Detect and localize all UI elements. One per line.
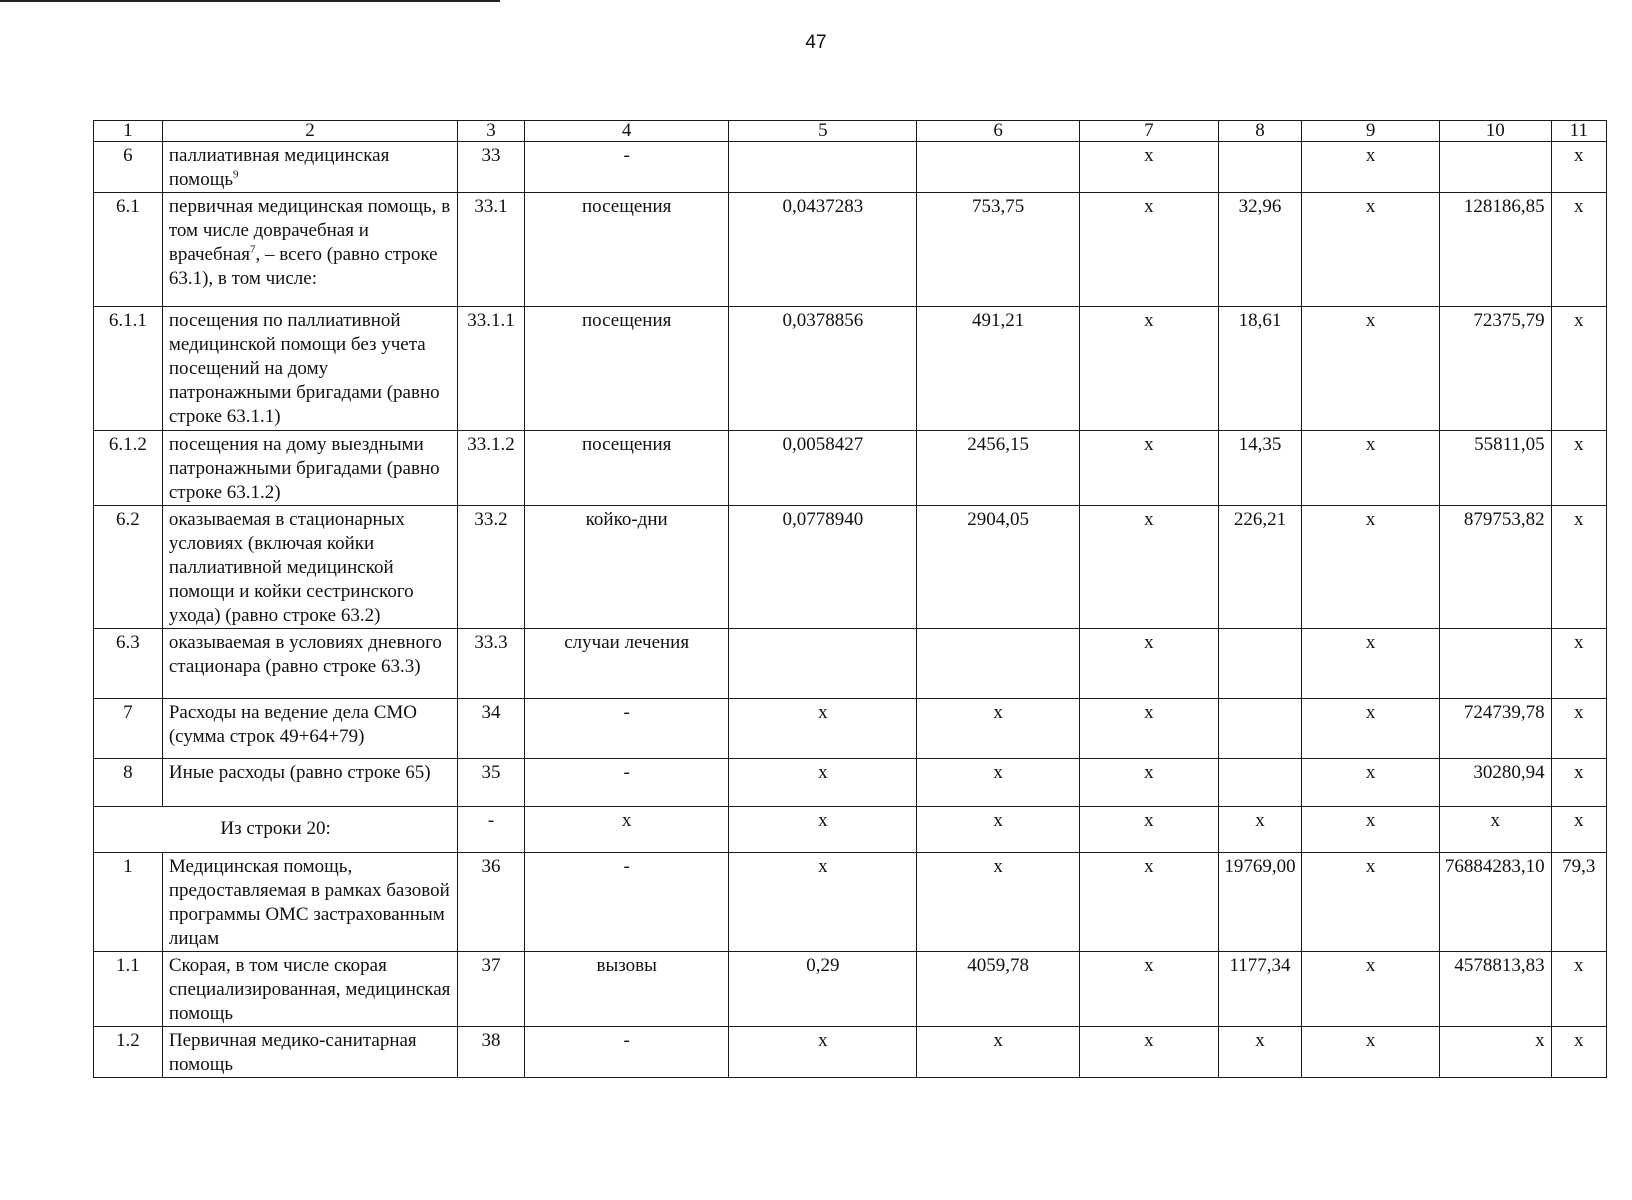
line-code: 33.1 (458, 193, 525, 307)
value-cell: 226,21 (1218, 506, 1301, 629)
value-cell: х (729, 807, 917, 853)
table-row (94, 506, 1607, 629)
unit-cell: вызовы (524, 952, 729, 1027)
row-number: 1.2 (94, 1027, 163, 1078)
unit-cell: - (524, 1027, 729, 1078)
value-cell: 2904,05 (917, 506, 1080, 629)
header-row (94, 121, 1607, 142)
value-cell: х (1080, 506, 1219, 629)
unit-cell: - (524, 142, 729, 193)
header-cell: 6 (917, 121, 1080, 142)
line-code: 35 (458, 759, 525, 807)
row-number: 6.1 (94, 193, 163, 307)
value-cell: х (729, 853, 917, 952)
row-description: оказываемая в условиях дневного стационара (равно строке 63.3) (162, 629, 457, 699)
row-description: Расходы на ведение дела СМО (сумма строк 49+64+79) (162, 699, 457, 759)
table-row (94, 759, 1607, 807)
row-number: 6.1.1 (94, 307, 163, 431)
table-row (94, 699, 1607, 759)
header-cell: 10 (1439, 121, 1551, 142)
description-text: первичная медицинская помощь, в том числе доврачебная и врачебная (168, 196, 451, 265)
unit-cell: случаи лечения (524, 629, 729, 699)
value-cell: х (1551, 759, 1606, 807)
row-description (162, 142, 457, 193)
value-cell: 879753,82 (1439, 506, 1551, 629)
value-cell: х (917, 699, 1080, 759)
value-cell (1439, 629, 1551, 699)
value-cell (1218, 759, 1301, 807)
value-cell: 32,96 (1218, 193, 1301, 307)
value-cell: 55811,05 (1439, 431, 1551, 506)
row-number: 6.3 (94, 629, 163, 699)
table-row (94, 431, 1607, 506)
line-code: 37 (458, 952, 525, 1027)
header-cell: 8 (1218, 121, 1301, 142)
value-cell: 14,35 (1218, 431, 1301, 506)
value-cell: х (1439, 1027, 1551, 1078)
value-cell (729, 629, 917, 699)
value-cell: х (1080, 952, 1219, 1027)
value-cell: 76884283,10 (1439, 853, 1551, 952)
row-description: Иные расходы (равно строке 65) (162, 759, 457, 807)
value-cell (1218, 629, 1301, 699)
line-code: 33.3 (458, 629, 525, 699)
value-cell: х (1080, 629, 1219, 699)
value-cell: х (1551, 142, 1606, 193)
value-cell: х (1551, 807, 1606, 853)
header-cell: 1 (94, 121, 163, 142)
value-cell: х (1302, 759, 1440, 807)
value-cell: х (1080, 193, 1219, 307)
value-cell: х (1302, 952, 1440, 1027)
value-cell (729, 142, 917, 193)
value-cell: х (1551, 307, 1606, 431)
row-number: 8 (94, 759, 163, 807)
row-number: 6.2 (94, 506, 163, 629)
header-cell: 9 (1302, 121, 1440, 142)
value-cell: х (917, 853, 1080, 952)
table-row (94, 629, 1607, 699)
row-description: Первичная медико-санитарная помощь (162, 1027, 457, 1078)
table-row (94, 307, 1607, 431)
row-description: посещения на дому выездными патронажными бригадами (равно строке 63.1.2) (162, 431, 457, 506)
table-row (94, 1027, 1607, 1078)
value-cell: 72375,79 (1439, 307, 1551, 431)
header-cell: 2 (162, 121, 457, 142)
data-table (93, 120, 1607, 1078)
value-cell: х (729, 759, 917, 807)
value-cell: х (1302, 431, 1440, 506)
value-cell: х (1439, 807, 1551, 853)
row-number: 6.1.2 (94, 431, 163, 506)
header-cell: 3 (458, 121, 525, 142)
unit-cell: посещения (524, 307, 729, 431)
value-cell: х (917, 759, 1080, 807)
value-cell: 1177,34 (1218, 952, 1301, 1027)
value-cell: х (1218, 807, 1301, 853)
value-cell: х (524, 807, 729, 853)
unit-cell: - (524, 853, 729, 952)
value-cell: х (1551, 629, 1606, 699)
value-cell: 0,0058427 (729, 431, 917, 506)
value-cell: х (1551, 952, 1606, 1027)
value-cell: 4059,78 (917, 952, 1080, 1027)
value-cell: х (1302, 807, 1440, 853)
row-number: 7 (94, 699, 163, 759)
line-code: 33.2 (458, 506, 525, 629)
value-cell (917, 629, 1080, 699)
unit-cell: - (524, 759, 729, 807)
unit-cell: посещения (524, 431, 729, 506)
row-number: 1 (94, 853, 163, 952)
description-text-tail: , – всего (равно строке 63.1), в том числе: (168, 244, 438, 289)
value-cell: х (1302, 629, 1440, 699)
description-text: паллиативная медицинская помощь (168, 145, 390, 190)
line-code: 38 (458, 1027, 525, 1078)
top-rule (0, 0, 500, 2)
header-cell: 5 (729, 121, 917, 142)
value-cell: 4578813,83 (1439, 952, 1551, 1027)
value-cell: 0,0378856 (729, 307, 917, 431)
table-row (94, 952, 1607, 1027)
line-code: 33.1.1 (458, 307, 525, 431)
section-row (94, 807, 1607, 853)
section-label: Из строки 20: (94, 807, 458, 853)
value-cell: 0,29 (729, 952, 917, 1027)
value-cell (1218, 699, 1301, 759)
row-description: посещения по паллиативной медицинской помощи без учета посещений на дому патронажными бригадами (равно строке 63.1.1) (162, 307, 457, 431)
value-cell: х (1302, 142, 1440, 193)
value-cell: х (1080, 699, 1219, 759)
value-cell: 30280,94 (1439, 759, 1551, 807)
line-code: 33 (458, 142, 525, 193)
value-cell: 2456,15 (917, 431, 1080, 506)
value-cell: х (1080, 1027, 1219, 1078)
value-cell: х (1080, 807, 1219, 853)
header-cell: 4 (524, 121, 729, 142)
line-code: 33.1.2 (458, 431, 525, 506)
unit-cell: - (524, 699, 729, 759)
value-cell: х (1218, 1027, 1301, 1078)
value-cell: х (1302, 853, 1440, 952)
table-row (94, 853, 1607, 952)
unit-cell: койко-дни (524, 506, 729, 629)
value-cell: 18,61 (1218, 307, 1301, 431)
value-cell: х (1551, 1027, 1606, 1078)
value-cell: 0,0437283 (729, 193, 917, 307)
unit-cell: посещения (524, 193, 729, 307)
value-cell: х (1302, 307, 1440, 431)
value-cell: 753,75 (917, 193, 1080, 307)
value-cell: х (917, 807, 1080, 853)
value-cell: х (1080, 142, 1219, 193)
value-cell: 128186,85 (1439, 193, 1551, 307)
row-description: оказываемая в стационарных условиях (включая койки паллиативной медицинской помощи и койки сестринского ухода) (равно строке 63.2) (162, 506, 457, 629)
table-row (94, 142, 1607, 193)
footnote-mark: 9 (232, 168, 239, 181)
row-number: 1.1 (94, 952, 163, 1027)
value-cell: 79,3 (1551, 853, 1606, 952)
value-cell: х (729, 1027, 917, 1078)
value-cell: х (1551, 506, 1606, 629)
row-number: 6 (94, 142, 163, 193)
value-cell: х (1302, 506, 1440, 629)
value-cell: х (1551, 193, 1606, 307)
row-description: Скорая, в том числе скорая специализированная, медицинская помощь (162, 952, 457, 1027)
row-description: Медицинская помощь, предоставляемая в рамках базовой программы ОМС застрахованным лицам (162, 853, 457, 952)
value-cell: - (458, 807, 525, 853)
value-cell: 724739,78 (1439, 699, 1551, 759)
value-cell: 0,0778940 (729, 506, 917, 629)
value-cell: 491,21 (917, 307, 1080, 431)
header-cell: 11 (1551, 121, 1606, 142)
line-code: 36 (458, 853, 525, 952)
value-cell (1439, 142, 1551, 193)
line-code: 34 (458, 699, 525, 759)
value-cell: х (1551, 431, 1606, 506)
value-cell: х (1551, 699, 1606, 759)
value-cell (917, 142, 1080, 193)
value-cell: х (917, 1027, 1080, 1078)
row-description (162, 193, 457, 307)
value-cell: 19769,00 (1218, 853, 1301, 952)
value-cell: х (1302, 699, 1440, 759)
value-cell (1218, 142, 1301, 193)
value-cell: х (1302, 193, 1440, 307)
value-cell: х (1080, 307, 1219, 431)
page-number: 47 (805, 32, 827, 53)
value-cell: х (1080, 759, 1219, 807)
value-cell: х (1080, 431, 1219, 506)
header-cell: 7 (1080, 121, 1219, 142)
footnote-mark: 7 (250, 243, 256, 256)
value-cell: х (1080, 853, 1219, 952)
value-cell: х (729, 699, 917, 759)
table-row (94, 193, 1607, 307)
value-cell: х (1302, 1027, 1440, 1078)
